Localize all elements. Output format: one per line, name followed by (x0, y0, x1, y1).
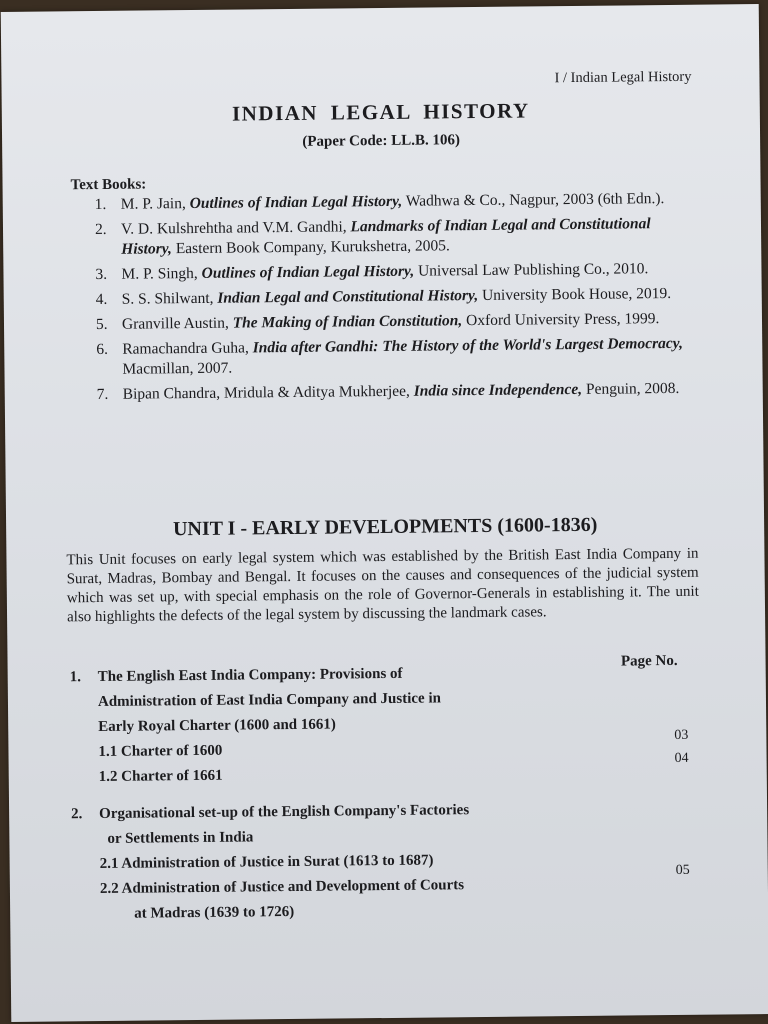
book-number: 2. (94, 220, 107, 239)
book-title: India after Gandhi: The History of the World's Largest Democracy, (252, 334, 684, 357)
table-of-contents (70, 659, 703, 928)
book-title: Outlines of Indian Legal History, (189, 192, 403, 213)
toc-subsection: at Madras (1639 to 1726) (134, 903, 295, 922)
toc-row (72, 896, 702, 928)
toc-section-title: Administration of East India Company and Justice in (97, 690, 442, 711)
text-books-list (95, 189, 707, 410)
book-publisher: University Book House, 2019. (478, 284, 672, 305)
toc-page-number: 05 (675, 862, 690, 878)
unit-intro: This Unit focuses on early legal system which was established by the British East India Company in Surat, Madras, Bombay and Bengal. It focuses on the causes and consequences of the judicial system which was set up, with special emphasis on the role of Governor-Generals in establishing it. The unit also highlights the defects of the legal system by discussing the landmark cases. (66, 545, 699, 626)
book-author: Granville Austin, (121, 314, 233, 333)
book-item (95, 214, 705, 260)
book-title: India since Independence, (413, 380, 583, 400)
book-number: 4. (95, 290, 108, 309)
book-item (96, 284, 706, 310)
book-page (1, 4, 768, 1022)
book-publisher: Universal Law Publishing Co., 2010. (414, 260, 649, 280)
book-item (95, 189, 705, 215)
book-author: Ramachandra Guha, (122, 339, 253, 358)
book-item (95, 259, 705, 285)
book-publisher: Penguin, 2008. (581, 379, 680, 398)
book-number: 5. (95, 315, 108, 334)
toc-subsection: 1.2 Charter of 1661 (98, 767, 223, 786)
paper-code: (Paper Code: LL.B. 106) (302, 132, 460, 150)
toc-subsection: 2.1 Administration of Justice in Surat (1613 to 1687) (99, 852, 434, 873)
unit-heading: UNIT I - EARLY DEVELOPMENTS (1600-1836) (172, 513, 598, 541)
book-title: Indian Legal and Constitutional History, (217, 287, 479, 307)
book-publisher: Oxford University Press, 1999. (462, 310, 660, 330)
book-title: Outlines of Indian Legal History, (201, 262, 415, 282)
toc-section-number: 1. (69, 669, 82, 686)
book-title: The Making of Indian Constitution, (232, 312, 463, 332)
toc-section-title: The English East India Company: Provisions of (97, 665, 403, 686)
book-title: Landmarks of Indian Legal and Constitutional History, (121, 215, 651, 258)
toc-subsection: 1.1 Charter of 1600 (98, 742, 223, 761)
book-number: 6. (96, 340, 108, 359)
book-publisher: Wadhwa & Co., Nagpur, 2003 (6th Edn.). (402, 190, 665, 210)
toc-page-number: 04 (674, 750, 689, 766)
toc-section-title: Organisational set-up of the English Company's Factories (99, 802, 470, 823)
book-publisher: Eastern Book Company, Kurukshetra, 2005. (171, 237, 450, 258)
toc-section-number: 2. (71, 806, 83, 823)
book-item (96, 334, 706, 380)
book-number: 7. (96, 385, 109, 404)
book-number: 1. (94, 195, 107, 214)
page-no-heading: Page No. (620, 652, 678, 670)
toc-section-title: Early Royal Charter (1600 and 1661) (98, 716, 336, 736)
toc-subsection: 2.2 Administration of Justice and Development of Courts (99, 877, 465, 898)
book-author: V. D. Kulshrehtha and V.M. Gandhi, (120, 218, 351, 238)
book-author: M. P. Singh, (121, 264, 202, 283)
book-item (97, 379, 707, 405)
book-author: Bipan Chandra, Mridula & Aditya Mukherjee, (122, 382, 414, 403)
book-number: 3. (95, 265, 108, 284)
toc-section-title: or Settlements in India (107, 829, 254, 847)
text-books-heading: Text Books: (70, 176, 147, 194)
book-author: S. S. Shilwant, (121, 289, 218, 308)
book-author: M. P. Jain, (120, 195, 190, 213)
running-head: I / Indian Legal History (554, 68, 692, 87)
book-item (96, 309, 706, 335)
page-title: INDIAN LEGAL HISTORY (231, 98, 530, 126)
toc-page-number: 03 (674, 727, 689, 743)
book-publisher: Macmillan, 2007. (122, 359, 233, 378)
